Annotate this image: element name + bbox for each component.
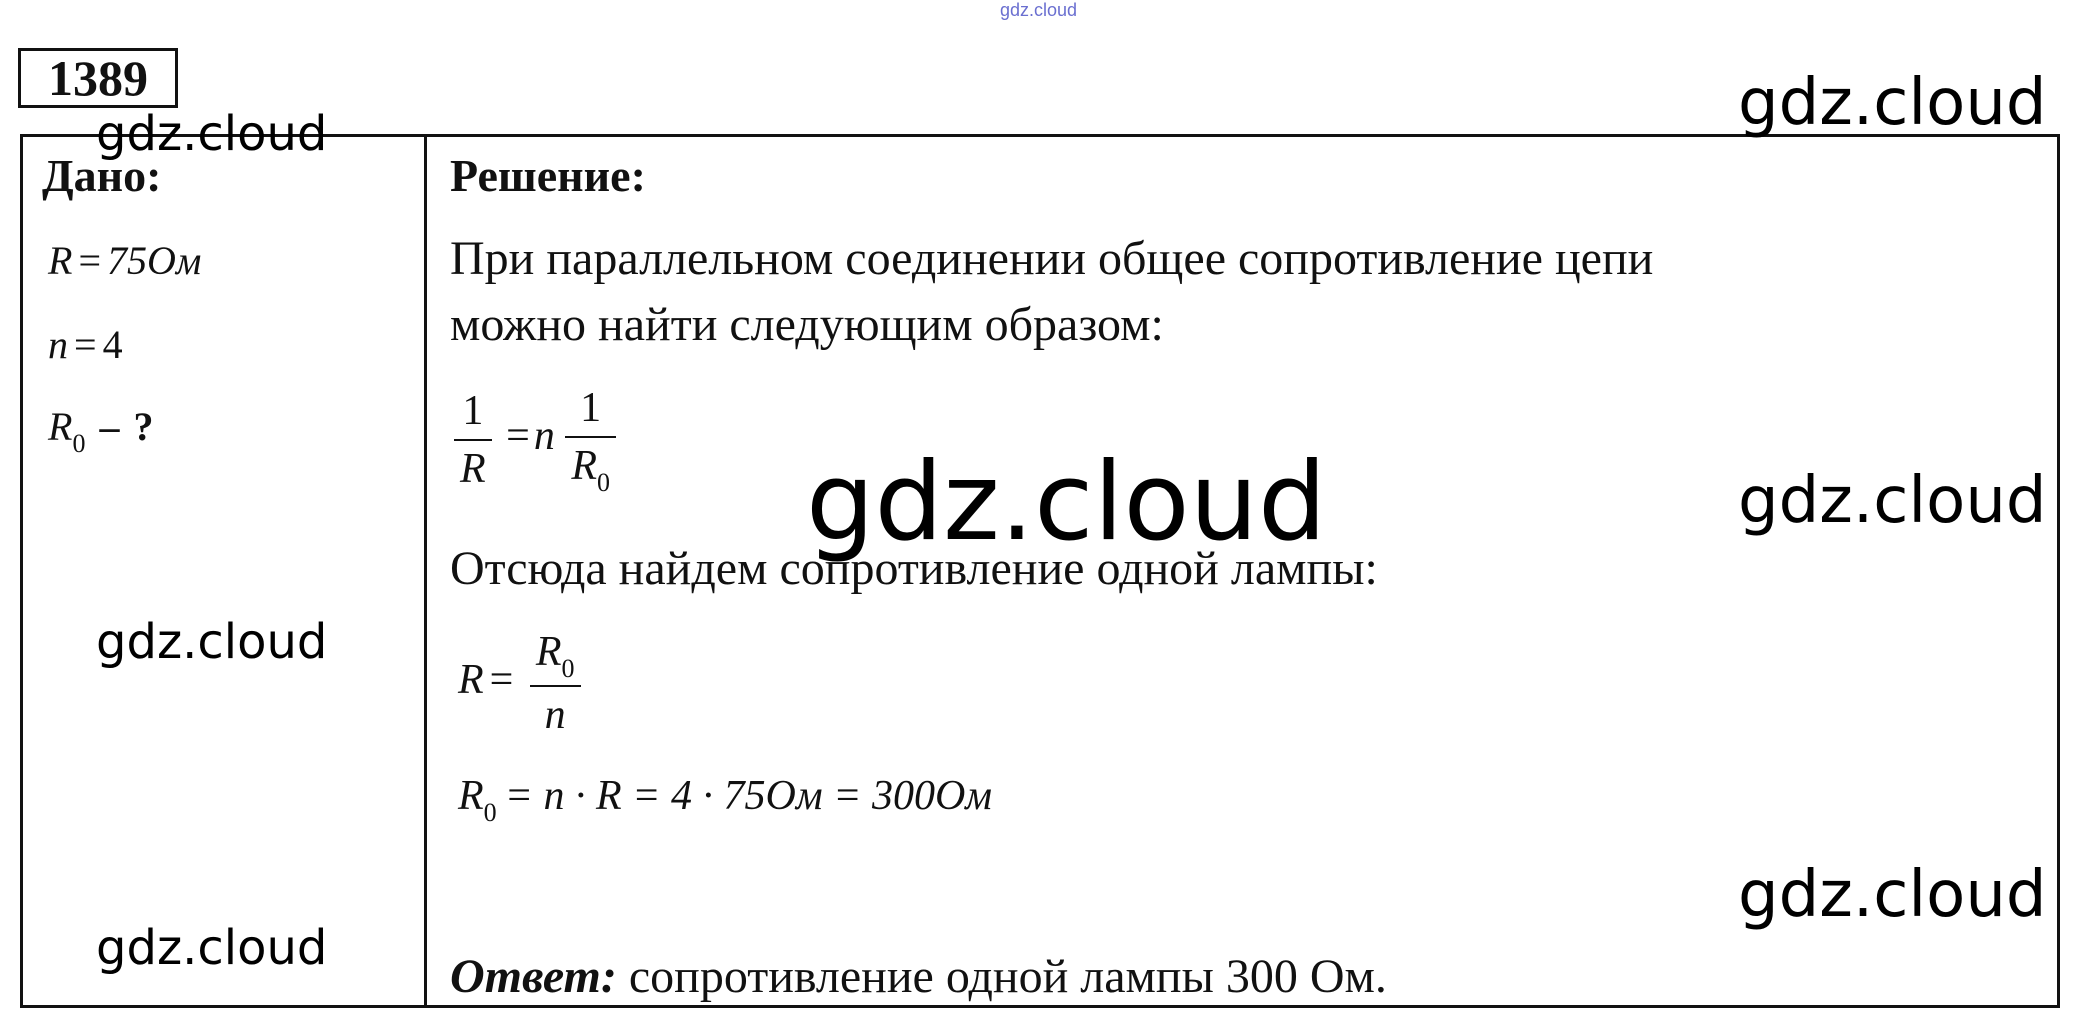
watermark: gdz.cloud: [96, 614, 328, 670]
answer-label: Ответ:: [450, 950, 617, 1003]
watermark: gdz.cloud: [96, 920, 328, 976]
watermark-top: gdz.cloud: [1000, 0, 1078, 20]
given-r: R = 75Ом: [48, 238, 202, 283]
solution-line-1: При параллельном соединении общее сопротивление цепи: [450, 232, 1654, 285]
given-n: n = 4: [48, 322, 123, 367]
answer-text: сопротивление одной лампы 300 Ом.: [616, 950, 1387, 1003]
watermark: gdz.cloud: [1738, 858, 2047, 932]
solution-line-2: можно найти следующим образом:: [450, 298, 1164, 351]
given-heading: Дано:: [42, 150, 162, 201]
watermark: gdz.cloud: [1738, 66, 2047, 140]
watermark: gdz.cloud: [96, 106, 328, 162]
problem-number: 1389: [18, 48, 178, 108]
watermark: gdz.cloud: [1738, 464, 2047, 538]
formula-r0: $R_0 = n \cdot R = 4 \cdot 75Ом = 300Ом$: [458, 773, 993, 827]
formula-parallel: $\frac{1}{R}$ =n $\frac{1}{R_0}$: [454, 384, 616, 495]
column-divider: [424, 134, 427, 1008]
watermark: gdz.cloud: [806, 440, 1327, 565]
solution-line-3: Отсюда найдем сопротивление одной лампы:: [450, 542, 1378, 595]
answer: [450, 950, 1387, 1004]
solution-heading: Решение:: [450, 150, 646, 201]
formula-r: R = $\frac{R_0}{n}$: [458, 628, 581, 739]
given-find: $R_0$ – ?: [48, 404, 154, 458]
